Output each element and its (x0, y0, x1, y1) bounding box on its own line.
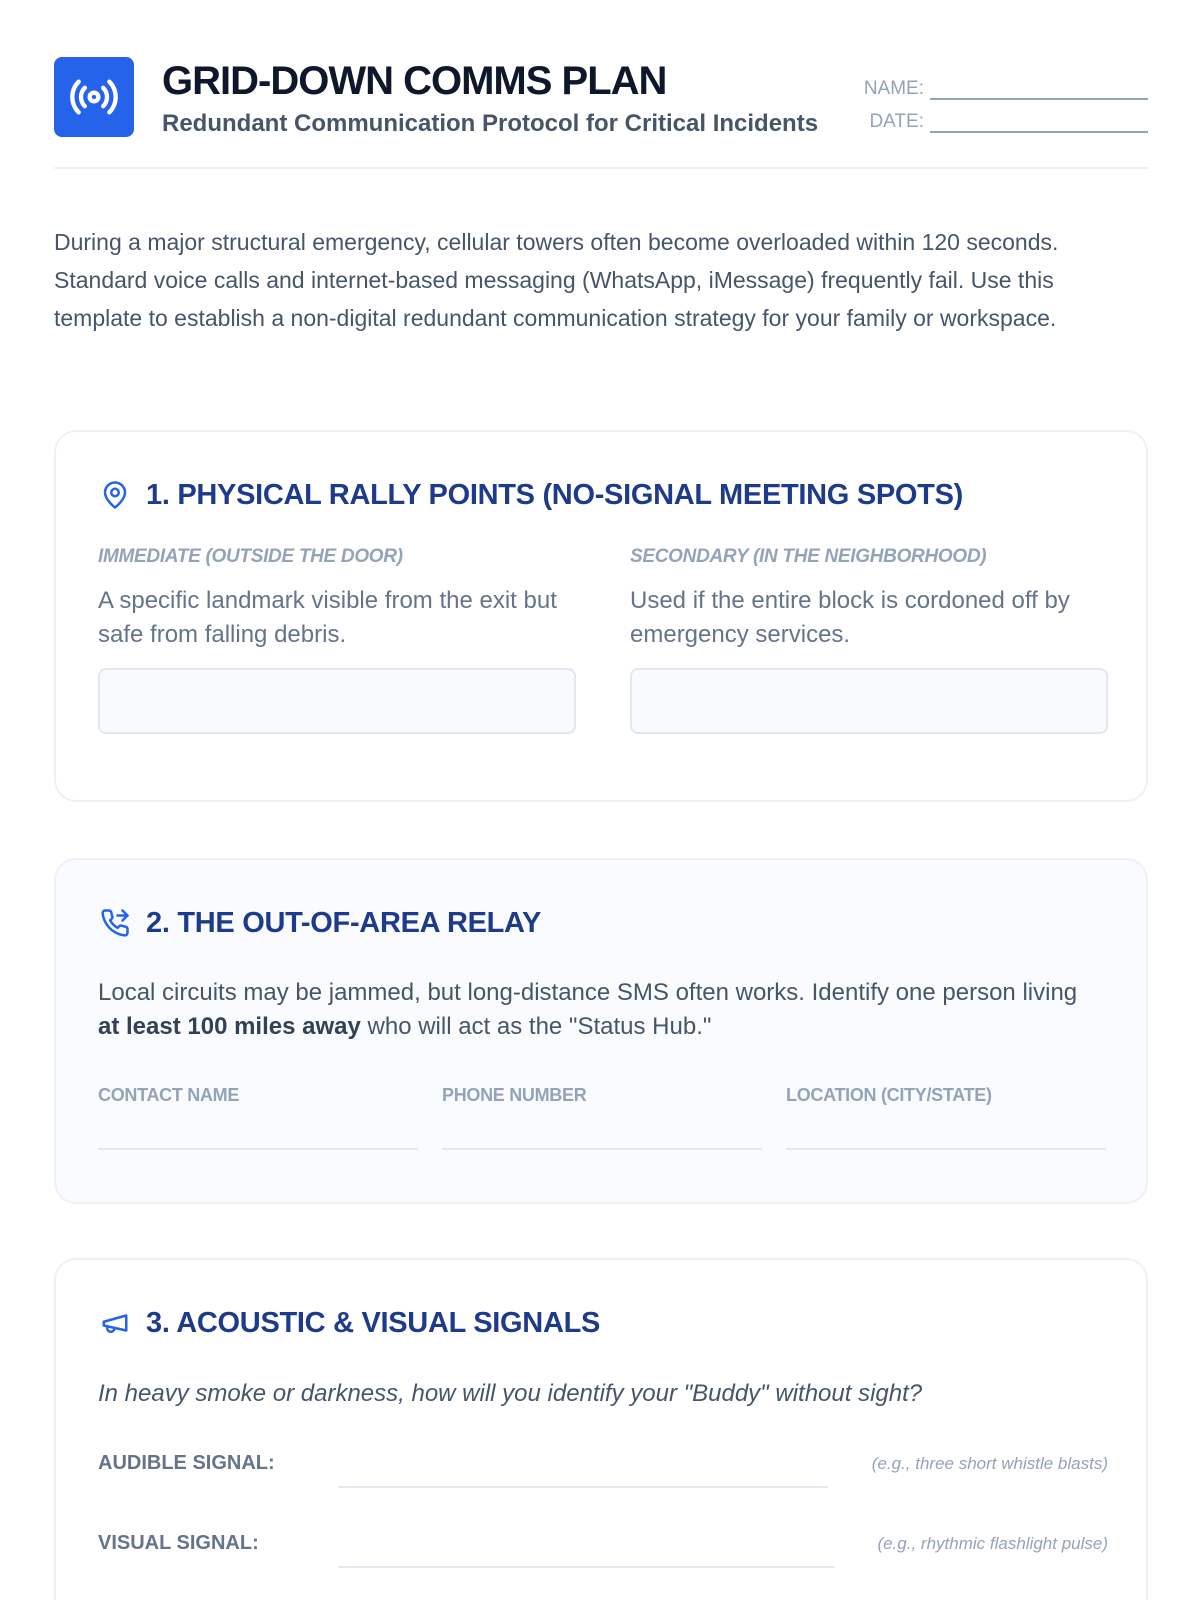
rally-points-section (54, 430, 1148, 802)
megaphone-icon (98, 1306, 132, 1340)
secondary-label: SECONDARY (IN THE NEIGHBORHOOD) (630, 546, 987, 567)
phone-forward-icon (98, 906, 132, 940)
secondary-rally-input[interactable] (630, 668, 1108, 734)
document-subtitle: Redundant Communication Protocol for Critical Incidents (162, 110, 819, 137)
field-line[interactable] (98, 1142, 418, 1150)
document-header (54, 57, 1148, 169)
contact-name-field[interactable] (98, 1084, 418, 1150)
section-title-text: 2. THE OUT-OF-AREA RELAY (146, 906, 542, 939)
page (54, 0, 1148, 1600)
audible-signal-row (98, 1450, 1108, 1490)
audible-signal-hint: (e.g., three short whistle blasts) (871, 1454, 1108, 1473)
date-field[interactable] (930, 115, 1148, 133)
distance-emphasis: at least 100 miles away (98, 1013, 361, 1040)
document-title: GRID-DOWN COMMS PLAN (162, 59, 667, 103)
name-label: NAME: (863, 78, 924, 99)
visual-signal-hint: (e.g., rhythmic flashlight pulse) (877, 1534, 1108, 1553)
immediate-description: A specific landmark visible from the exit but safe from falling debris. (98, 587, 557, 648)
section-title-text: 1. PHYSICAL RALLY POINTS (NO-SIGNAL MEETING SPOTS) (146, 478, 963, 511)
section-title (98, 478, 963, 512)
section-title (98, 1306, 600, 1340)
signals-section (54, 1258, 1148, 1600)
field-line[interactable] (442, 1142, 762, 1150)
map-pin-icon (98, 478, 132, 512)
location-field[interactable] (786, 1084, 1106, 1150)
audible-signal-label: AUDIBLE SIGNAL: (98, 1452, 275, 1474)
field-label: PHONE NUMBER (442, 1085, 587, 1105)
field-label: CONTACT NAME (98, 1085, 240, 1105)
relay-description: Local circuits may be jammed, but long-distance SMS often works. Identify one person living at least 100 miles away who will act as the "Status Hub." (98, 979, 1078, 1040)
section-title (98, 906, 541, 940)
field-line[interactable] (786, 1142, 1106, 1150)
immediate-label: IMMEDIATE (OUTSIDE THE DOOR) (98, 546, 403, 567)
visual-signal-input[interactable] (338, 1566, 834, 1568)
intro-paragraph: During a major structural emergency, cellular towers often become overloaded within 120 seconds. Standard voice calls and internet-based messaging (WhatsApp, iMessage) frequently fail. Use this template to establish a non-digital redundant communication strategy for your family or workspace. (54, 229, 1059, 331)
secondary-description: Used if the entire block is cordoned off by emergency services. (630, 587, 1070, 648)
phone-number-field[interactable] (442, 1084, 762, 1150)
section-title-text: 3. ACOUSTIC & VISUAL SIGNALS (146, 1306, 601, 1339)
signals-question: In heavy smoke or darkness, how will you identify your "Buddy" without sight? (98, 1380, 923, 1407)
out-of-area-relay-section (54, 858, 1148, 1204)
visual-signal-row (98, 1530, 1108, 1570)
immediate-rally-input[interactable] (98, 668, 576, 734)
name-date-fields (848, 67, 1148, 133)
secondary-rally-column (630, 544, 1108, 652)
name-field[interactable] (930, 82, 1148, 100)
audible-signal-input[interactable] (338, 1486, 828, 1488)
visual-signal-label: VISUAL SIGNAL: (98, 1532, 259, 1554)
field-label: LOCATION (CITY/STATE) (786, 1085, 992, 1105)
broadcast-icon (54, 57, 134, 137)
immediate-rally-column (98, 544, 576, 652)
date-label: DATE: (869, 111, 924, 132)
